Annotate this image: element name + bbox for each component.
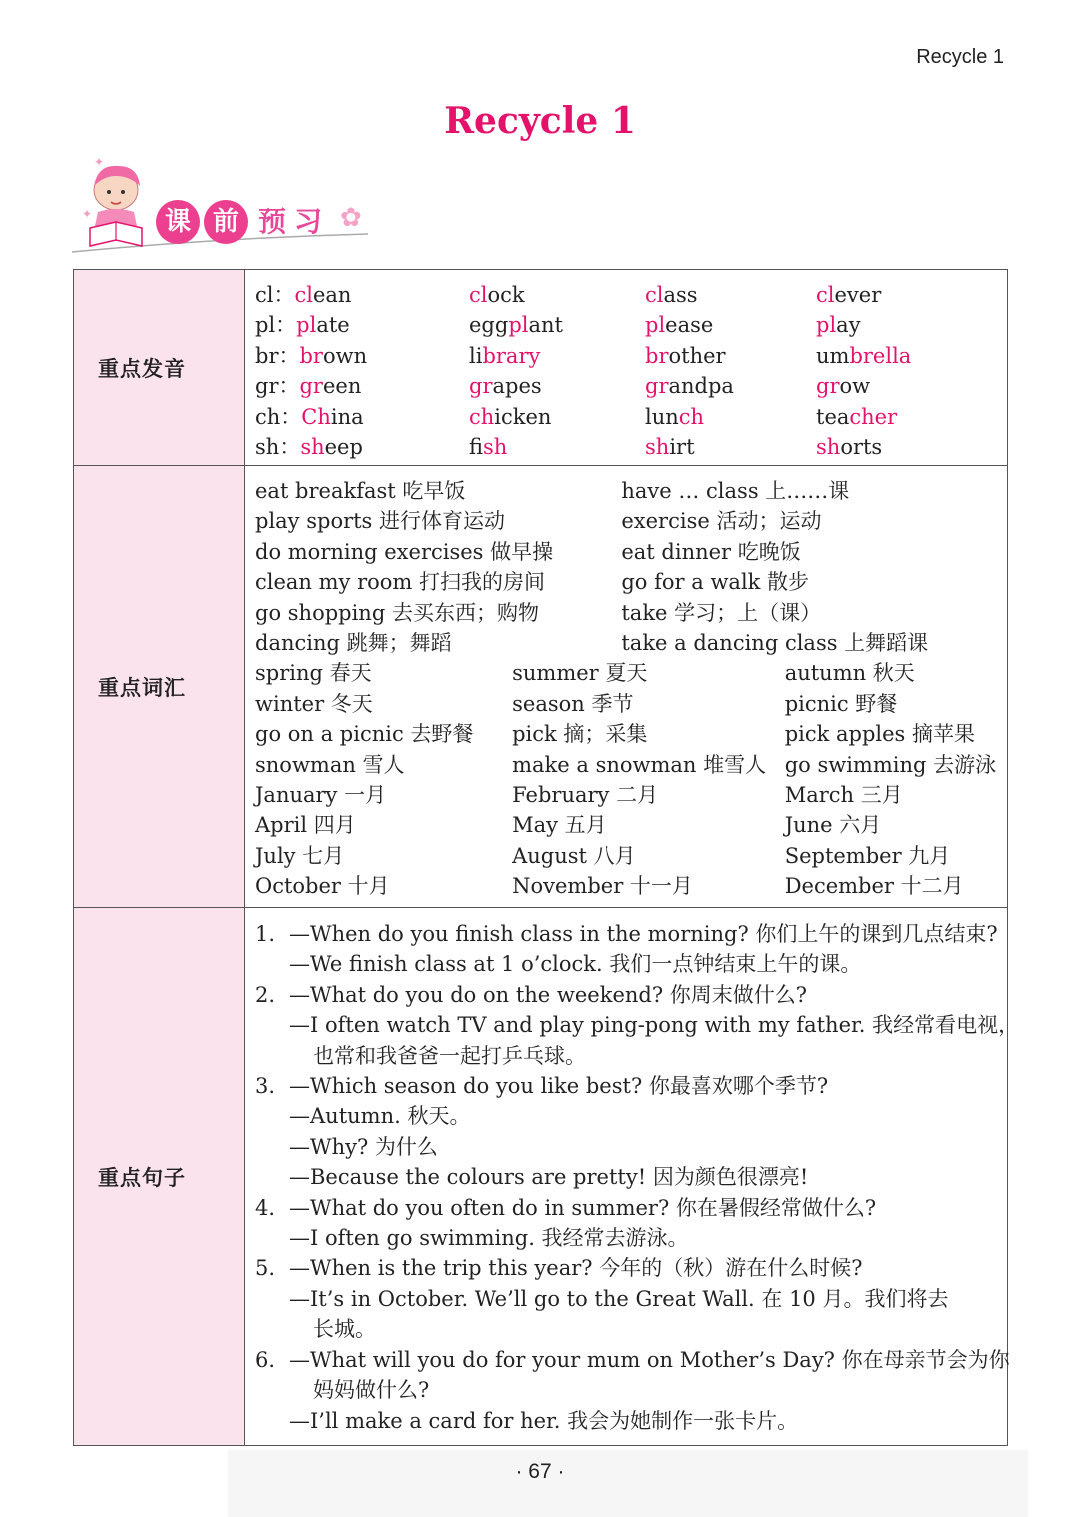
- word-part: ever: [834, 283, 882, 307]
- word-part: cl: [645, 283, 664, 307]
- vocabulary-item: June 六月: [784, 813, 882, 838]
- svg-text:✦: ✦: [82, 207, 93, 221]
- vocabulary-item: summer 夏天: [512, 661, 648, 686]
- banner-char-1: 课: [156, 200, 200, 244]
- sentence-line: [255, 1253, 1007, 1283]
- phoneme-key: cl: [255, 283, 274, 307]
- pronunciation-word: [469, 280, 645, 310]
- vocabulary-line: [255, 810, 1007, 840]
- pronunciation-line: [255, 402, 1007, 432]
- sentence-text: —I often go swimming. 我经常去游泳。: [289, 1226, 689, 1251]
- vocabulary-item: pick apples 摘苹果: [784, 722, 976, 747]
- pronunciation-line: [255, 371, 1007, 401]
- word-part: eep: [324, 435, 363, 460]
- vocabulary-row: [74, 466, 1008, 908]
- pronunciation-word: [645, 432, 816, 462]
- vocabulary-item: September 九月: [784, 843, 951, 868]
- pronunciation-word: [645, 402, 816, 432]
- vocabulary-line: [255, 780, 1007, 810]
- sentence-line: [255, 919, 1007, 949]
- phoneme-separator: ：: [278, 343, 300, 368]
- word-part: lun: [645, 404, 679, 429]
- banner-char-3: 预: [258, 205, 287, 238]
- pronunciation-grid: [245, 270, 1007, 462]
- pronunciation-word: [255, 402, 469, 432]
- pronunciation-line: [255, 310, 1007, 340]
- word-part: pl: [816, 313, 837, 338]
- sentence-number: [255, 1406, 289, 1436]
- sentence-line: [255, 1314, 1007, 1344]
- vocabulary-line: [255, 567, 1007, 597]
- sentence-number: [255, 949, 289, 979]
- word-part: ock: [487, 283, 525, 307]
- vocabulary-item: winter 冬天: [255, 691, 373, 716]
- pronunciation-word: [255, 371, 469, 401]
- vocabulary-line: [255, 598, 1007, 628]
- word-part: cl: [469, 283, 488, 307]
- sentence-text: —We finish class at 1 o’clock. 我们一点钟结束上午的课。: [289, 952, 862, 977]
- vocabulary-item: April 四月: [255, 813, 356, 838]
- sentence-line: [255, 1406, 1007, 1436]
- phoneme-key: ch: [255, 404, 281, 429]
- word-part: other: [668, 343, 726, 368]
- pronunciation-word: [816, 341, 956, 371]
- sentence-text: —Autumn. 秋天。: [289, 1104, 471, 1129]
- sentence-text: —What will you do for your mum on Mother’s Day? 你在母亲节会为你: [289, 1347, 1010, 1372]
- word-part: fi: [469, 435, 484, 460]
- vocabulary-line: [255, 658, 1007, 688]
- phoneme-separator: ：: [278, 374, 300, 399]
- pronunciation-word: [255, 280, 469, 310]
- sentence-line: [255, 1345, 1010, 1375]
- vocabulary-item: March 三月: [784, 783, 903, 808]
- pronunciation-word: [469, 371, 645, 401]
- word-part: br: [299, 343, 323, 368]
- sentences-row: [74, 908, 1008, 1446]
- phoneme-key: br: [255, 343, 279, 368]
- vocabulary-item: May 五月: [512, 813, 607, 838]
- word-part: tea: [816, 404, 850, 429]
- phoneme-key: pl: [255, 313, 276, 338]
- word-part: andpa: [668, 374, 734, 399]
- pronunciation-label: 重点发音: [74, 270, 245, 466]
- word-part: gr: [645, 374, 669, 399]
- pronunciation-word: [469, 432, 645, 462]
- phoneme-separator: ：: [280, 404, 302, 429]
- vocabulary-line: [255, 750, 1007, 780]
- sentence-line: [255, 1162, 1007, 1192]
- vocabulary-label: 重点词汇: [74, 466, 245, 908]
- pronunciation-word: [255, 432, 469, 462]
- sentence-line: [255, 1071, 1007, 1101]
- vocabulary-item: July 七月: [255, 843, 345, 868]
- vocabulary-item: season 季节: [512, 691, 634, 716]
- vocabulary-line: [255, 871, 1007, 901]
- vocabulary-line: [255, 537, 1007, 567]
- word-part: own: [322, 343, 368, 368]
- sentence-number: 3.: [255, 1074, 276, 1099]
- sentence-number: [255, 1162, 289, 1192]
- vocabulary-cell: [245, 466, 1008, 908]
- vocabulary-item: spring 春天: [255, 661, 372, 686]
- vocabulary-item: eat breakfast 吃早饭: [255, 479, 466, 503]
- pronunciation-word: [816, 371, 956, 401]
- sentence-number: 5.: [255, 1256, 276, 1281]
- sentence-line: [255, 949, 1007, 979]
- sentence-text: —When is the trip this year? 今年的（秋）游在什么时候?: [289, 1256, 863, 1281]
- page-number: · 67 ·: [515, 1460, 565, 1483]
- vocabulary-line: [255, 476, 1007, 506]
- running-head: Recycle 1: [916, 46, 1004, 68]
- sentence-number: [255, 1132, 289, 1162]
- sentence-text: 也常和我爸爸一起打乒乓球。: [313, 1043, 586, 1068]
- vocabulary-line: [255, 506, 1007, 536]
- sentence-number: 4.: [255, 1195, 276, 1220]
- sentence-text: —Why? 为什么: [289, 1134, 438, 1159]
- sentence-number: 2.: [255, 982, 276, 1007]
- word-part: sh: [483, 435, 508, 460]
- pronunciation-word: [816, 310, 956, 340]
- sentence-line: [255, 1223, 1007, 1253]
- sentence-text: —What do you often do in summer? 你在暑假经常做什么?: [289, 1195, 877, 1220]
- vocabulary-line: [255, 689, 1007, 719]
- sentence-text: —I often watch TV and play ping-pong with my father. 我经常看电视，: [289, 1013, 1020, 1038]
- pronunciation-line: [255, 341, 1007, 371]
- sentence-text: 长城。: [313, 1317, 376, 1342]
- vocabulary-item: December 十二月: [784, 874, 964, 899]
- vocabulary-item: go for a walk 散步: [621, 570, 810, 595]
- pronunciation-word: [816, 402, 956, 432]
- word-part: ant: [528, 313, 563, 338]
- word-part: pl: [296, 313, 317, 338]
- word-part: gr: [469, 374, 493, 399]
- word-part: brary: [482, 343, 541, 368]
- word-part: irt: [669, 435, 695, 460]
- word-part: sh: [645, 435, 670, 460]
- word-part: ch: [678, 404, 705, 429]
- word-part: cher: [849, 404, 898, 429]
- pronunciation-line: [255, 432, 1007, 462]
- word-part: ease: [665, 313, 714, 338]
- word-part: apes: [492, 374, 542, 399]
- word-part: pl: [645, 313, 666, 338]
- pronunciation-word: [469, 310, 645, 340]
- sentence-line: [255, 1101, 1007, 1131]
- word-part: ch: [469, 404, 495, 429]
- vocabulary-item: picnic 野餐: [784, 691, 898, 716]
- sentence-number: [255, 1041, 289, 1071]
- sentence-line: [255, 1132, 1007, 1162]
- section-banner: [68, 152, 378, 264]
- vocabulary-item: clean my room 打扫我的房间: [255, 570, 545, 595]
- sentences-list: [245, 908, 1020, 1436]
- page-title: Recycle 1: [444, 100, 636, 142]
- vocabulary-item: play sports 进行体育运动: [255, 509, 506, 534]
- vocabulary-item: snowman 雪人: [255, 752, 405, 777]
- pronunciation-word: [816, 432, 956, 462]
- pronunciation-row: [74, 270, 1008, 466]
- phoneme-key: sh: [255, 435, 280, 460]
- pronunciation-word: [469, 402, 645, 432]
- vocabulary-grid: [245, 466, 1007, 902]
- sentence-text: —What do you do on the weekend? 你周末做什么?: [289, 982, 808, 1007]
- vocabulary-item: exercise 活动；运动: [621, 509, 822, 534]
- sentence-line: [255, 980, 1007, 1010]
- word-part: um: [816, 343, 850, 368]
- vocabulary-item: October 十月: [255, 874, 390, 899]
- word-part: ass: [663, 283, 698, 307]
- word-part: cl: [816, 283, 835, 307]
- word-part: ay: [836, 313, 861, 338]
- pronunciation-word: [645, 341, 816, 371]
- vocabulary-item: autumn 秋天: [784, 661, 915, 686]
- pronunciation-word: [645, 280, 816, 310]
- word-part: brella: [849, 343, 912, 368]
- sentence-number: 1.: [255, 922, 276, 946]
- svg-text:✦: ✦: [94, 155, 105, 169]
- pronunciation-line: [255, 280, 1007, 310]
- word-part: gr: [299, 374, 323, 399]
- word-part: li: [469, 343, 483, 368]
- pronunciation-word: [255, 310, 469, 340]
- phoneme-separator: ：: [275, 313, 297, 338]
- sentence-text: —When do you finish class in the morning? 你们上午的课到几点结束?: [289, 922, 998, 946]
- vocabulary-item: take 学习；上（课）: [621, 600, 822, 625]
- vocabulary-item: go swimming 去游泳: [784, 752, 997, 777]
- phoneme-separator: ：: [279, 435, 301, 460]
- sentence-text: 妈妈做什么?: [313, 1378, 430, 1403]
- pronunciation-word: [816, 280, 956, 310]
- phoneme-key: gr: [255, 374, 279, 399]
- sentence-text: —Which season do you like best? 你最喜欢哪个季节?: [289, 1074, 829, 1099]
- sentence-text: —It’s in October. We’ll go to the Great Wall. 在 10 月。我们将去: [289, 1286, 949, 1311]
- sentence-number: [255, 1010, 289, 1040]
- sentences-label: 重点句子: [74, 908, 245, 1446]
- word-part: gr: [816, 374, 840, 399]
- word-part: pl: [508, 313, 529, 338]
- sentence-line: [255, 1193, 1007, 1223]
- word-part: ina: [330, 404, 364, 429]
- pronunciation-word: [645, 371, 816, 401]
- vocabulary-item: August 八月: [512, 843, 636, 868]
- pronunciation-word: [469, 341, 645, 371]
- vocabulary-item: go on a picnic 去野餐: [255, 722, 474, 747]
- word-part: icken: [494, 404, 552, 429]
- word-part: cl: [294, 283, 313, 307]
- sentence-number: [255, 1375, 289, 1405]
- vocabulary-item: do morning exercises 做早操: [255, 539, 554, 564]
- word-part: br: [645, 343, 669, 368]
- sentence-line: [255, 1375, 1007, 1405]
- word-part: orts: [840, 435, 883, 460]
- word-part: Ch: [301, 404, 331, 429]
- vocabulary-line: [255, 841, 1007, 871]
- sentence-number: [255, 1223, 289, 1253]
- vocabulary-item: pick 摘；采集: [512, 722, 648, 747]
- banner-char-4: 习: [294, 205, 323, 238]
- sentence-number: [255, 1101, 289, 1131]
- vocabulary-line: [255, 719, 1007, 749]
- key-points-table: [73, 269, 1020, 1446]
- vocabulary-item: go shopping 去买东西；购物: [255, 600, 539, 625]
- banner-char-2: 前: [204, 200, 248, 244]
- sentence-text: —I’ll make a card for her. 我会为她制作一张卡片。: [289, 1408, 799, 1433]
- vocabulary-item: February 二月: [512, 783, 659, 808]
- vocabulary-item: take a dancing class 上舞蹈课: [621, 631, 929, 656]
- sentence-line: [255, 1010, 1020, 1040]
- sentence-number: [255, 1284, 289, 1314]
- vocabulary-item: November 十一月: [512, 874, 693, 899]
- sentence-number: 6.: [255, 1347, 276, 1372]
- sentence-text: —Because the colours are pretty! 因为颜色很漂亮!: [289, 1165, 809, 1190]
- vocabulary-item: eat dinner 吃晚饭: [621, 539, 801, 564]
- pronunciation-word: [255, 341, 469, 371]
- word-part: ow: [839, 374, 871, 399]
- vocabulary-item: January 一月: [255, 783, 387, 808]
- pronunciation-word: [645, 310, 816, 340]
- pronunciation-cell: [245, 270, 1008, 466]
- word-part: een: [322, 374, 362, 399]
- word-part: ean: [312, 283, 352, 307]
- word-part: sh: [300, 435, 325, 460]
- vocabulary-item: dancing 跳舞；舞蹈: [255, 631, 452, 656]
- vocabulary-item: have … class 上……课: [621, 479, 850, 503]
- vocabulary-item: make a snowman 堆雪人: [512, 752, 767, 777]
- word-part: ate: [316, 313, 350, 338]
- sentence-line: [255, 1041, 1007, 1071]
- sentences-cell: [245, 908, 1020, 1446]
- sentence-number: [255, 1314, 289, 1344]
- word-part: sh: [816, 435, 841, 460]
- phoneme-separator: ：: [273, 283, 295, 307]
- sentence-line: [255, 1284, 1007, 1314]
- star-icon: ✿: [340, 203, 362, 233]
- word-part: egg: [469, 313, 509, 338]
- vocabulary-line: [255, 628, 1007, 658]
